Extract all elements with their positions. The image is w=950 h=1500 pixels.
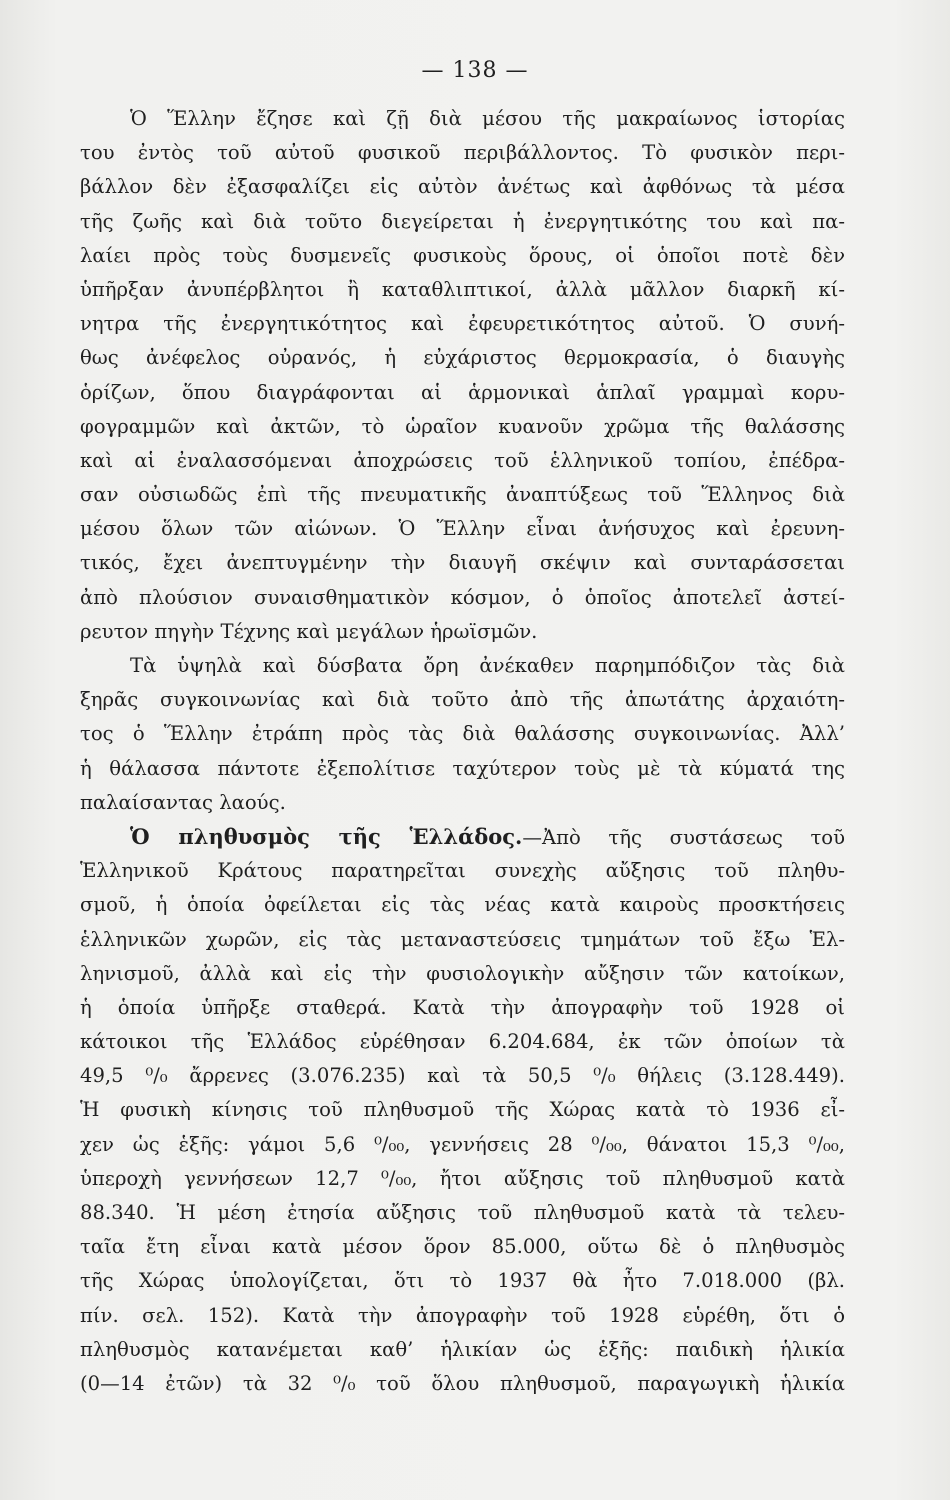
text-line: ξηρᾶς συγκοινωνίας καὶ διὰ τοῦτο ἀπὸ τῆς ἀπωτάτης ἀρχαιότη- xyxy=(80,688,845,712)
text-line: ληνισμοῦ, ἀλλὰ καὶ εἰς τὴν φυσιολογικὴν αὔξησιν τῶν κατοίκων, xyxy=(80,961,845,985)
text-line: ἡ ὁποία ὑπῆρξε σταθερά. Κατὰ τὴν ἀπογραφὴν τοῦ 1928 οἱ xyxy=(80,995,845,1019)
text-line: παλαίσαντας λαούς. xyxy=(80,790,286,814)
text-line: Ἑλληνικοῦ Κράτους παρατηρεῖται συνεχὴς αὔξησις τοῦ πληθυ- xyxy=(80,859,845,883)
text-line: 49,5 ⁰/₀ ἄρρενες (3.076.235) καὶ τὰ 50,5 ⁰/₀ θήλεις (3.128.449). xyxy=(80,1064,845,1088)
text-line: κάτοικοι τῆς Ἑλλάδος εὑρέθησαν 6.204.684, ἐκ τῶν ὁποίων τὰ xyxy=(80,1030,845,1054)
text-line: τῆς Χώρας ὑπολογίζεται, ὅτι τὸ 1937 θὰ ἦτο 7.018.000 (βλ. xyxy=(80,1269,845,1293)
text-line: τῆς ζωῆς καὶ διὰ τοῦτο διεγείρεται ἡ ἐνεργητικότης του καὶ πα- xyxy=(80,209,845,233)
text-line-rest: —Ἀπὸ τῆς συστάσεως τοῦ xyxy=(522,825,845,849)
text-line: του ἐντὸς τοῦ αὐτοῦ φυσικοῦ περιβάλλοντος. Τὸ φυσικὸν περι- xyxy=(80,141,845,165)
text-line: ρευτον πηγὴν Τέχνης καὶ μεγάλων ἡρωϊσμῶν. xyxy=(80,619,538,643)
text-line: ταῖα ἔτη εἶναι κατὰ μέσον ὅρον 85.000, οὕτω δὲ ὁ πληθυσμὸς xyxy=(80,1235,845,1259)
text-line: θως ἀνέφελος οὐρανός, ἡ εὐχάριστος θερμοκρασία, ὁ διαυγὴς xyxy=(80,346,845,370)
text-line: (0—14 ἐτῶν) τὰ 32 ⁰/₀ τοῦ ὅλου πληθυσμοῦ, παραγωγικὴ ἡλικία xyxy=(80,1371,845,1395)
text-line: μέσου ὅλων τῶν αἰώνων. Ὁ Ἕλλην εἶναι ἀνήσυχος καὶ ἐρευνη- xyxy=(80,517,845,541)
text-line: νητρα τῆς ἐνεργητικότητος καὶ ἐφευρετικότητος αὐτοῦ. Ὁ συνή- xyxy=(80,312,845,336)
text-line: βάλλον δὲν ἐξασφαλίζει εἰς αὐτὸν ἀνέτως καὶ ἀφθόνως τὰ μέσα xyxy=(80,175,845,199)
text-line: ἑλληνικῶν χωρῶν, εἰς τὰς μεταναστεύσεις τμημάτων τοῦ ἔξω Ἑλ- xyxy=(80,927,845,951)
text-line: σαν οὐσιωδῶς ἐπὶ τῆς πνευματικῆς ἀναπτύξεως τοῦ Ἕλληνος διὰ xyxy=(80,483,845,507)
page-number: — 138 — xyxy=(421,58,529,83)
text-line: τικός, ἔχει ἀνεπτυγμένην τὴν διαυγῆ σκέψιν καὶ συνταράσσεται xyxy=(80,551,845,575)
text-line: Ὁ Ἕλλην ἔζησε καὶ ζῇ διὰ μέσου τῆς μακραίωνος ἱστορίας xyxy=(130,107,845,130)
text-line: τος ὁ Ἕλλην ἐτράπη πρὸς τὰς διὰ θαλάσσης συγκοινωνίας. Ἀλλ’ xyxy=(80,722,845,746)
text-line xyxy=(80,820,845,854)
text-line: πληθυσμὸς κατανέμεται καθ’ ἡλικίαν ὡς ἑξῆς: παιδικὴ ἡλικία xyxy=(80,1337,845,1361)
text-line: χεν ὡς ἑξῆς: γάμοι 5,6 ⁰/₀₀, γεννήσεις 28 ⁰/₀₀, θάνατοι 15,3 ⁰/₀₀, xyxy=(80,1132,845,1156)
body-text xyxy=(80,102,845,1401)
text-line: ἀπὸ πλούσιον συναισθηματικὸν κόσμον, ὁ ὁποῖος ἀποτελεῖ ἀστεί- xyxy=(80,585,845,609)
text-line: 88.340. Ἡ μέση ἐτησία αὔξησις τοῦ πληθυσμοῦ κατὰ τὰ τελευ- xyxy=(80,1201,845,1224)
text-line: φογραμμῶν καὶ ἀκτῶν, τὸ ὡραῖον κυανοῦν χρῶμα τῆς θαλάσσης xyxy=(80,414,845,438)
text-line: ὁρίζων, ὅπου διαγράφονται αἱ ἁρμονικαὶ ἁπλαῖ γραμμαὶ κορυ- xyxy=(80,380,845,404)
text-line: Ἡ φυσικὴ κίνησις τοῦ πληθυσμοῦ τῆς Χώρας κατὰ τὸ 1936 εἶ- xyxy=(80,1098,845,1122)
text-line: ὑπῆρξαν ἀνυπέρβλητοι ἢ καταθλιπτικοί, ἀλλὰ μᾶλλον διαρκῆ κί- xyxy=(80,277,845,301)
text-line: καὶ αἱ ἐναλασσόμεναι ἀποχρώσεις τοῦ ἑλληνικοῦ τοπίου, ἐπέδρα- xyxy=(80,448,845,472)
text-line: Τὰ ὑψηλὰ καὶ δύσβατα ὄρη ἀνέκαθεν παρημπόδιζον τὰς διὰ xyxy=(130,654,845,677)
text-line: λαίει πρὸς τοὺς δυσμενεῖς φυσικοὺς ὅρους, οἱ ὁποῖοι ποτὲ δὲν xyxy=(80,243,845,267)
text-line: ὑπεροχὴ γεννήσεων 12,7 ⁰/₀₀, ἤτοι αὔξησις τοῦ πληθυσμοῦ κατὰ xyxy=(80,1166,845,1190)
text-line: σμοῦ, ἡ ὁποία ὀφείλεται εἰς τὰς νέας κατὰ καιροὺς προσκτήσεις xyxy=(80,893,845,917)
text-line: πίν. σελ. 152). Κατὰ τὴν ἀπογραφὴν τοῦ 1928 εὑρέθη, ὅτι ὁ xyxy=(80,1303,845,1327)
section-heading: Ὁ πληθυσμὸς τῆς Ἑλλάδος. xyxy=(130,823,523,849)
text-line: ἡ θάλασσα πάντοτε ἐξεπολίτισε ταχύτερον τοὺς μὲ τὰ κύματά της xyxy=(80,756,845,780)
